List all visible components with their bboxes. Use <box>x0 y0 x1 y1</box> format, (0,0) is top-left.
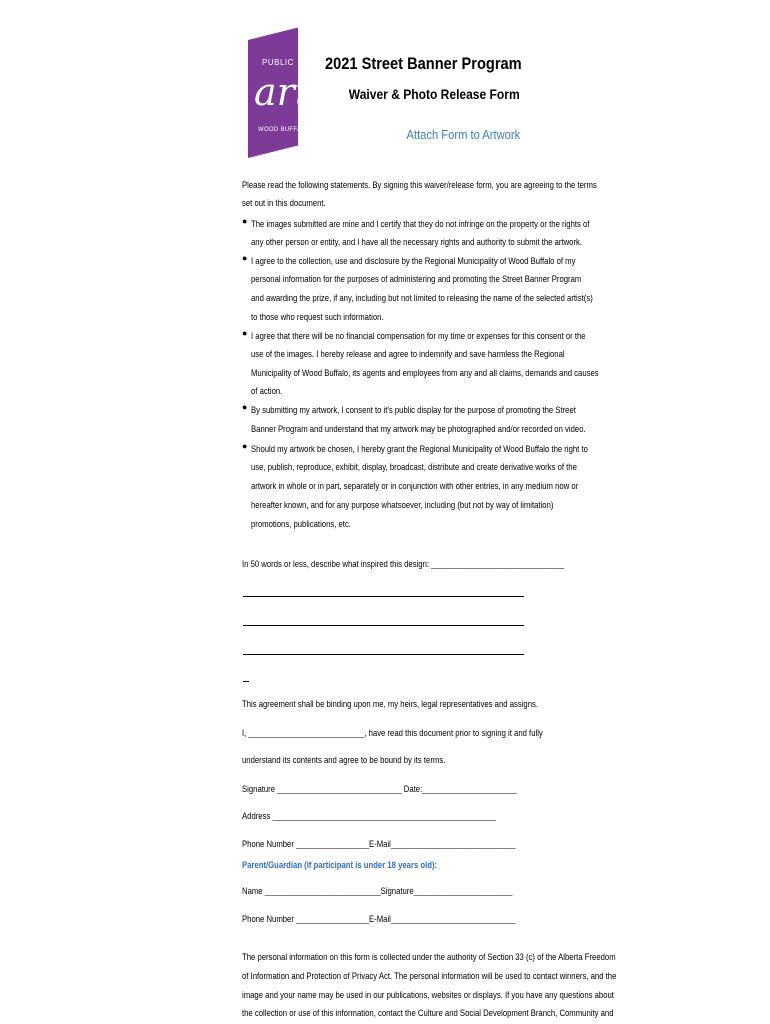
bullet-5-line-1: Should my artwork be chosen, I hereby grant the Regional Municipality of Wood Buffalo the right to <box>251 444 588 454</box>
form-title: 2021 Street Banner Program <box>325 54 522 73</box>
bullet-icon: ● <box>242 441 248 451</box>
bullet-4-line-1: By submitting my artwork, I consent to it's public display for the purpose of promoting the Street <box>251 405 576 415</box>
bullet-icon: ● <box>242 253 248 263</box>
inspiration-line-3[interactable] <box>243 654 524 655</box>
address-field[interactable]: Address ____________________________________________________ <box>242 811 496 821</box>
bullet-3-line-1: I agree that there will be no financial compensation for my time or expenses for this consent or the <box>251 331 586 341</box>
bullet-5-line-2: use, publish, reproduce, exhibit, display, broadcast, distribute and create derivative works of the <box>251 462 577 472</box>
bullet-2-line-1: I agree to the collection, use and disclosure by the Regional Municipality of Wood Buffalo of my <box>251 256 576 266</box>
bullet-2-line-3: and awarding the prize, if any, including but not limited to releasing the name of the selected artist(s) <box>251 293 593 303</box>
bullet-icon: ● <box>242 216 248 226</box>
bullet-1-line-2: any other person or entity, and I have all the necessary rights and authority to submit the artwork. <box>251 237 583 247</box>
acknowledgement-line-1[interactable]: I, ___________________________, have read this document prior to signing it and fully <box>242 728 543 738</box>
guardian-name-signature-field[interactable]: Name ___________________________Signature_______________________ <box>242 886 513 896</box>
bullet-3-line-4: of action. <box>251 386 283 396</box>
attach-form-link[interactable]: Attach Form to Artwork <box>406 127 520 142</box>
inspiration-prompt[interactable]: In 50 words or less, describe what inspired this design: _______________________________ <box>242 559 565 569</box>
phone-email-field[interactable]: Phone Number _________________E-Mail_____________________________ <box>242 839 516 849</box>
acknowledgement-line-2: understand its contents and agree to be bound by its terms. <box>242 755 446 765</box>
guardian-heading: Parent/Guardian (If participant is under 18 years old): <box>242 860 438 870</box>
bullet-5-line-4: hereafter known, and for any purpose whatsoever, including (but not by way of limitation) <box>251 500 554 510</box>
bullet-5-line-5: promotions, publications, etc. <box>251 519 351 529</box>
bullet-3-line-2: use of the images. I hereby release and agree to indemnify and save harmless the Regional <box>251 349 565 359</box>
guardian-phone-email-field[interactable]: Phone Number _________________E-Mail_____________________________ <box>242 914 516 924</box>
form-subtitle: Waiver & Photo Release Form <box>349 86 520 102</box>
logo-text-wood-buffalo: WOOD BUFFALO <box>258 127 310 133</box>
logo-text-public: PUBLIC <box>262 58 294 67</box>
bullet-5-line-3: artwork in whole or in part, separately or in conjunction with other entries, in any medium now or <box>251 481 579 491</box>
bullet-2-line-4: to those who request such information. <box>251 312 384 322</box>
bullet-2-line-2: personal information for the purposes of administering and promoting the Street Banner Program <box>251 274 582 284</box>
inspiration-line-end[interactable] <box>243 681 249 682</box>
bullet-icon: ● <box>242 402 248 412</box>
intro-line-2: set out in this document. <box>242 198 326 208</box>
bullet-icon: ● <box>242 328 248 338</box>
bullet-4-line-2: Banner Program and understand that my artwork may be photographed and/or recorded on video. <box>251 424 586 434</box>
privacy-notice-line-4: the collection or use of this information, contact the Culture and Social Development Branch, Community and <box>242 1008 614 1018</box>
inspiration-line-2[interactable] <box>243 625 524 626</box>
inspiration-line-1[interactable] <box>243 596 524 597</box>
signature-date-field[interactable]: Signature _____________________________ Date:______________________ <box>242 784 517 794</box>
privacy-notice-line-3: image and your name may be used in our publications, websites or displays. If you have any questions about <box>242 990 614 1000</box>
logo-text-art: art <box>254 70 311 114</box>
intro-line-1: Please read the following statements. By signing this waiver/release form, you are agreeing to the terms <box>242 180 597 190</box>
privacy-notice-line-2: of Information and Protection of Privacy Act. The personal information will be used to contact winners, and the <box>242 971 617 981</box>
privacy-notice-line-1: The personal information on this form is collected under the authority of Section 33 (c) of the Alberta Freedom <box>242 952 616 962</box>
bullet-3-line-3: Municipality of Wood Buffalo, its agents and employees from any and all claims, demands and causes <box>251 368 599 378</box>
binding-statement: This agreement shall be binding upon me, my heirs, legal representatives and assigns. <box>242 699 539 709</box>
bullet-1-line-1: The images submitted are mine and I certify that they do not infringe on the property or the rights of <box>251 219 590 229</box>
